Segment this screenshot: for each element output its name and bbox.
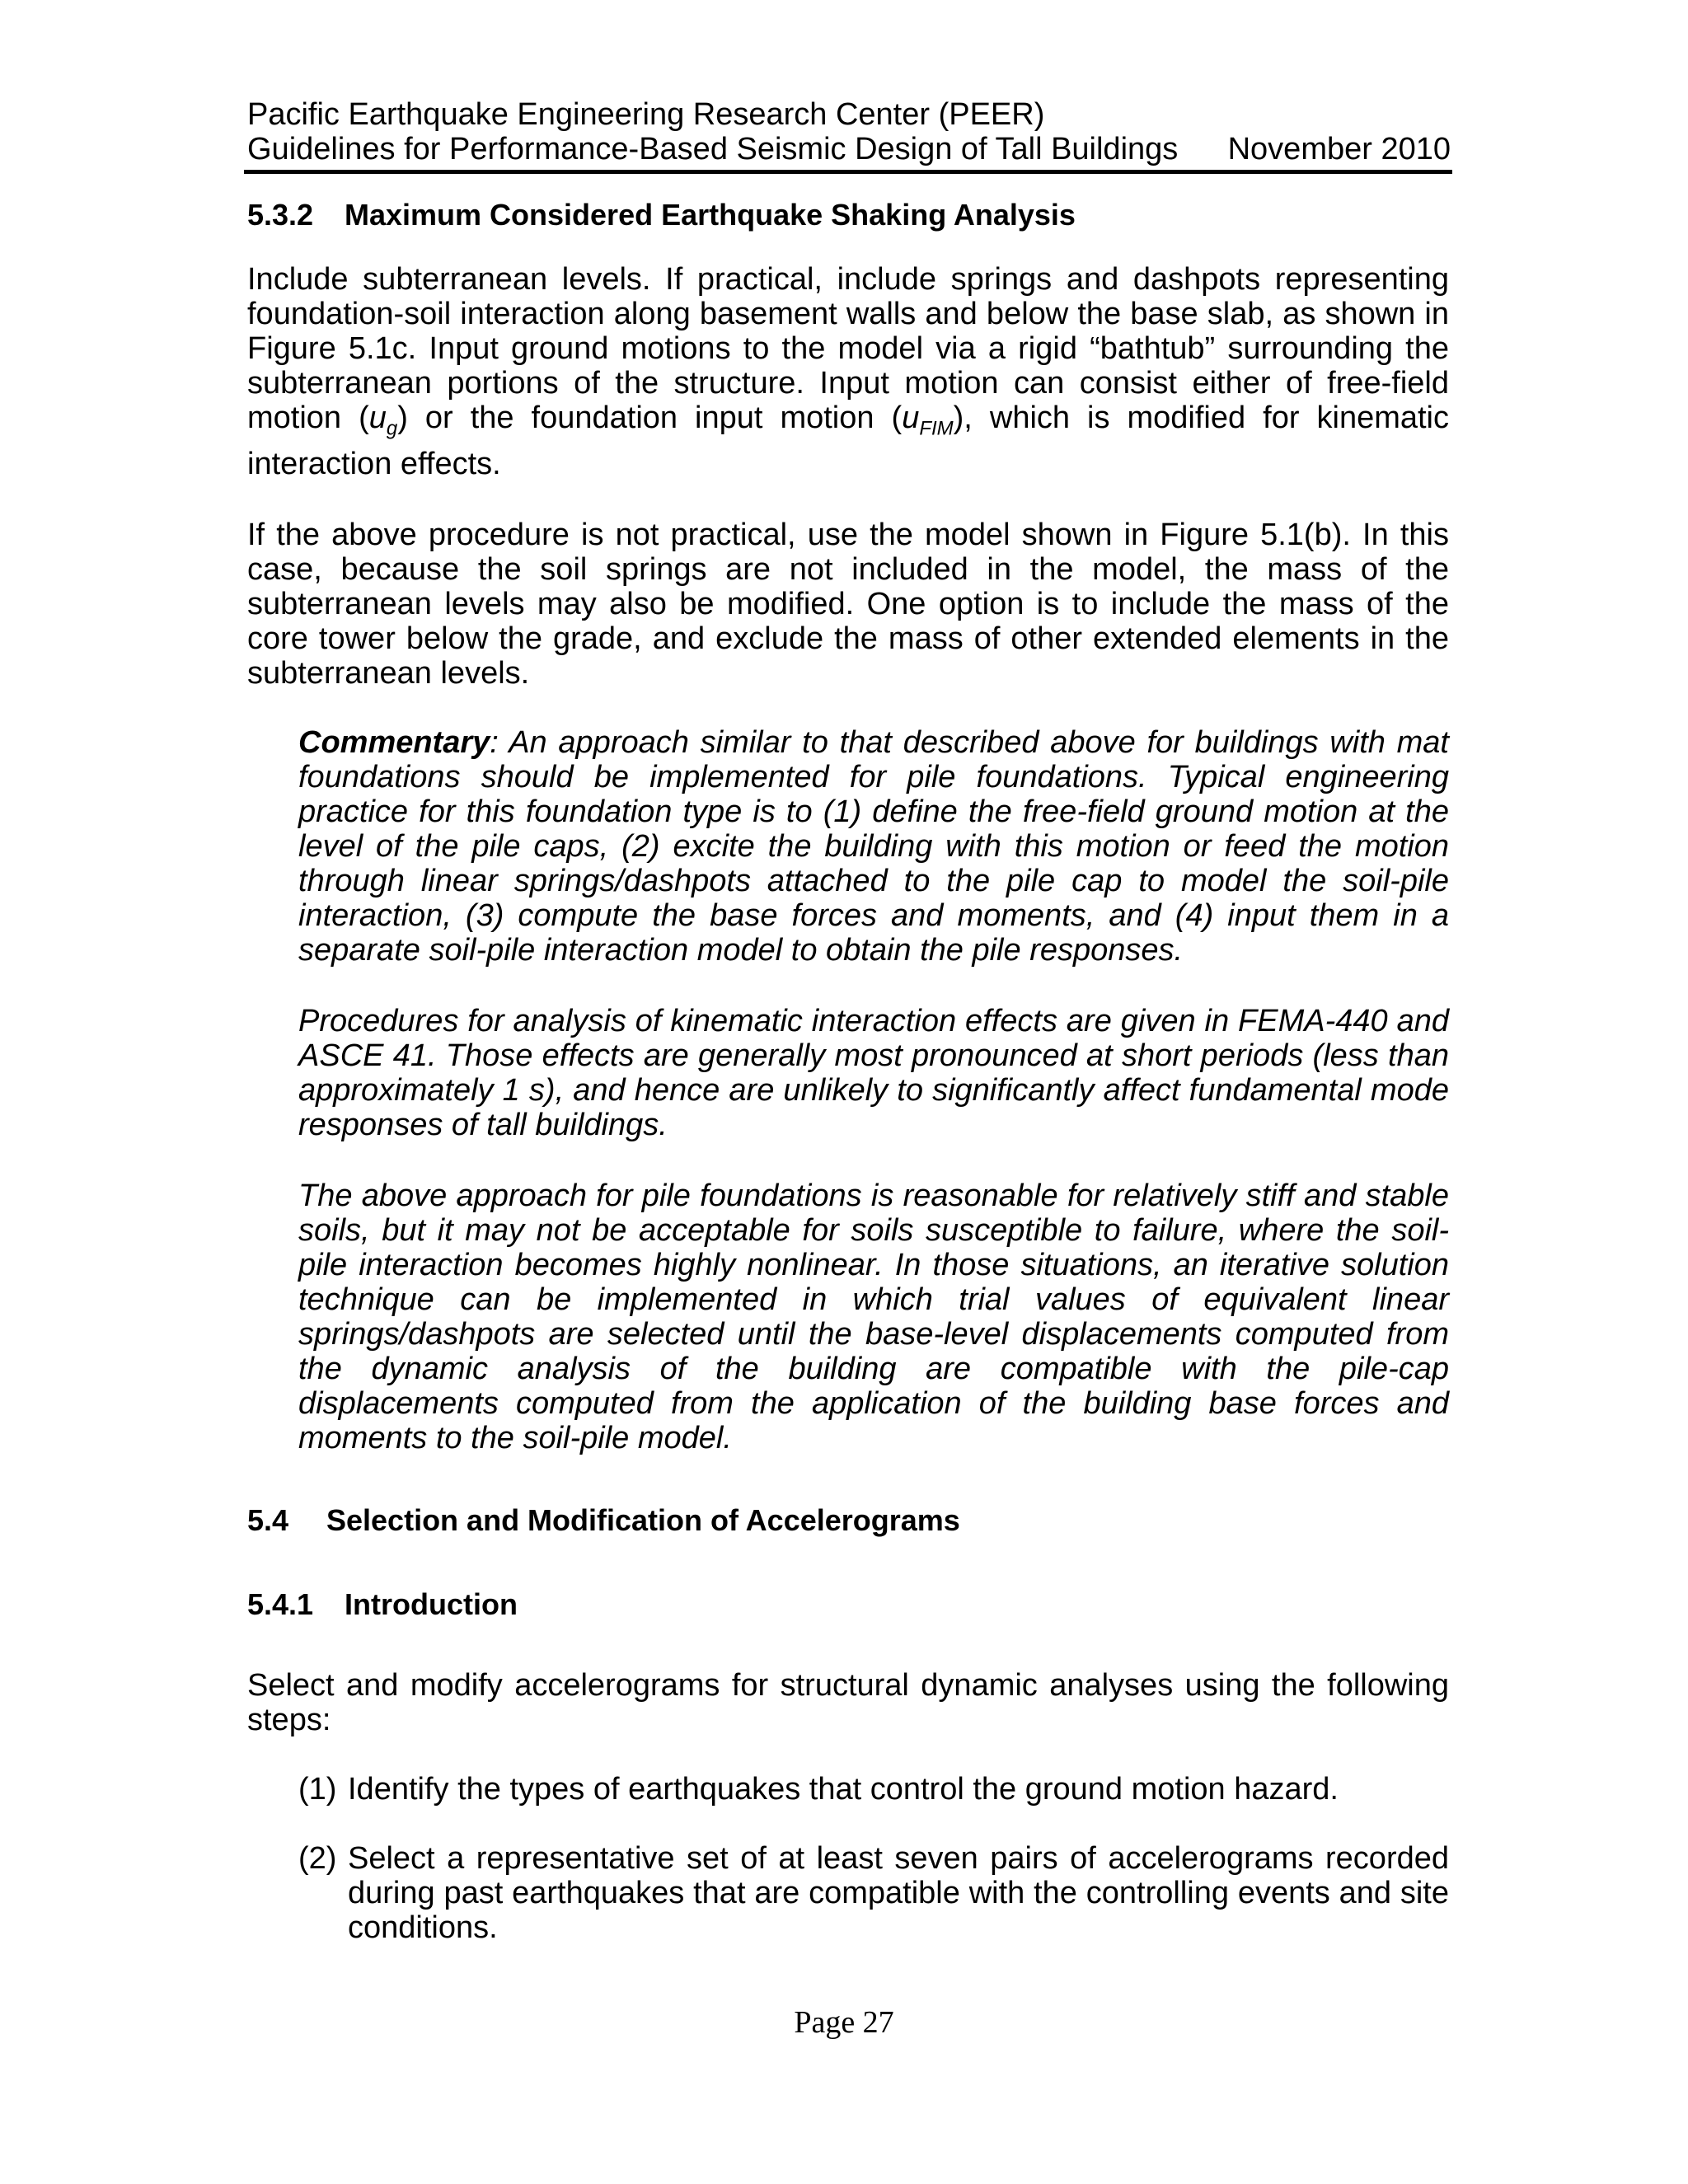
var-u: u (368, 401, 387, 435)
section-number: 5.4.1 (247, 1587, 314, 1621)
header-title: Guidelines for Performance-Based Seismic Design of Tall Buildings (247, 132, 1179, 166)
commentary-label: Commentary (298, 725, 490, 760)
section-number: 5.4 (247, 1503, 289, 1537)
commentary-text-1: : An approach similar to that described above for buildings with mat foundations should be implemented for pile foundations. Typical engineering practice for this foundation type is to (1) define the free-field ground motion at the level of the pile caps, (2) excite the building with this motion or feed the motion through linear springs/dashpots attached to the pile cap to model the soil-pile interaction, (3) compute the base forces and moments, and (4) input them in a separate soil-pile interaction model to obtain the pile responses. (298, 725, 1449, 968)
header-rule (244, 170, 1452, 174)
var-u-fim: u (902, 401, 920, 435)
commentary-paragraph-3: The above approach for pile foundations is reasonable for relatively stiff and stable soils, but it may not be acceptable for soils susceptible to failure, where the soil-pile interaction becomes highly nonlinear. In those situations, an iterative solution technique can be implemented in which trial values of equivalent linear springs/dashpots are selected until the base-level displacements computed from the dynamic analysis of the building are compatible with the pile-cap displacements computed from the application of the building base forces and moments to the soil-pile model. (298, 1179, 1449, 1455)
paragraph-alternative-model: If the above procedure is not practical, use the model shown in Figure 5.1(b). In this case, because the soil springs are not included in the model, the mass of the subterranean levels may also be modified. One option is to include the mass of the core tower below the grade, and exclude the mass of other extended elements in the subterranean levels. (247, 518, 1449, 691)
sub-fim: FIM (919, 417, 954, 440)
section-heading-5-4-1 (247, 1587, 518, 1622)
commentary-paragraph-2: Procedures for analysis of kinematic interaction effects are given in FEMA-440 and ASCE 41. Those effects are generally most pronounced at short periods (less than approximately 1 s), and hence are unlikely to significantly affect fundamental mode responses of tall buildings. (298, 1004, 1449, 1142)
list-item (298, 1841, 1449, 1945)
list-text: Select a representative set of at least seven pairs of accelerograms recorded during past earthquakes that are compatible with the controlling events and site conditions. (348, 1841, 1449, 1945)
section-title: Maximum Considered Earthquake Shaking Analysis (345, 198, 1076, 232)
list-text: Identify the types of earthquakes that control the ground motion hazard. (348, 1772, 1339, 1807)
sub-g: g (386, 417, 398, 440)
paragraph-subterranean (247, 262, 1449, 481)
list-item (298, 1772, 1449, 1807)
list-number: (2) (298, 1841, 337, 1876)
para1-text-a: Include subterranean levels. If practical, include springs and dashpots representing foundation-soil interaction along basement walls and below the base slab, as shown in Figure 5.1c. Input ground motions to the model via a rigid “bathtub” surrounding the subterranean portions of the structure. Input motion can consist either of free-field motion ( (247, 262, 1449, 435)
section-title: Selection and Modification of Accelerograms (326, 1503, 960, 1537)
para1-text-c: ), which is modified for kinematic interaction effects. (247, 401, 1449, 481)
header-org: Pacific Earthquake Engineering Research Center (PEER) (247, 97, 1045, 132)
page-number: Page 27 (794, 2005, 894, 2040)
section-number: 5.3.2 (247, 198, 314, 232)
section-heading-5-3-2 (247, 198, 1076, 232)
page-header (247, 97, 1451, 166)
para1-text-b: ) or the foundation input motion ( (397, 401, 903, 435)
list-number: (1) (298, 1772, 337, 1807)
commentary-paragraph-1 (298, 725, 1449, 968)
section-heading-5-4 (247, 1503, 960, 1538)
header-date: November 2010 (1227, 132, 1451, 166)
section-title: Introduction (345, 1587, 518, 1621)
paragraph-intro: Select and modify accelerograms for structural dynamic analyses using the following steps: (247, 1668, 1449, 1737)
